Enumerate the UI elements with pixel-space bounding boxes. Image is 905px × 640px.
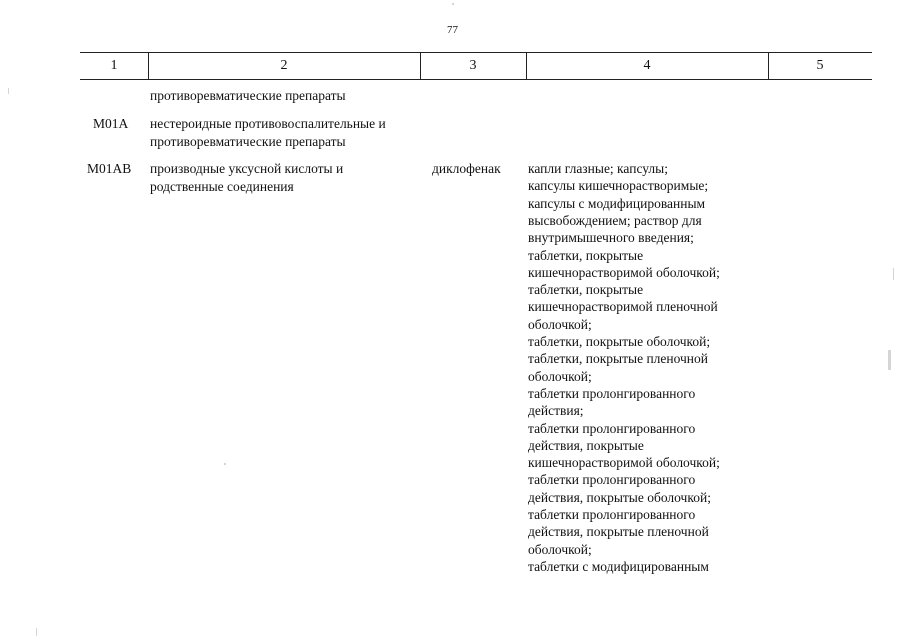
- scan-speck: [452, 3, 454, 5]
- dosage-form-line: оболочкой;: [528, 316, 592, 332]
- scan-speck: [893, 268, 894, 280]
- dosage-form-line: высвобождением; раствор для: [528, 212, 702, 228]
- dosage-form-line: действия, покрытые пленочной: [528, 524, 709, 540]
- dosage-form-line: таблетки, покрытые: [528, 247, 644, 263]
- dosage-form-line: таблетки, покрытые: [528, 282, 644, 298]
- dosage-form-line: оболочкой;: [528, 368, 592, 384]
- atc-code: M01A: [93, 116, 129, 131]
- group-name-line: противоревматические препараты: [150, 88, 346, 103]
- column-header-5: 5: [816, 58, 824, 73]
- dosage-form-line: таблетки пролонгированного: [528, 507, 696, 522]
- column-header-4: 4: [643, 58, 651, 73]
- dosage-form-line: капли глазные; капсулы;: [528, 161, 668, 176]
- page-number: 77: [447, 24, 458, 36]
- dosage-form-line: таблетки пролонгированного: [528, 472, 696, 488]
- group-name-line: производные уксусной кислоты и: [150, 161, 344, 176]
- drug-name: диклофенак: [432, 161, 501, 176]
- dosage-form-line: таблетки, покрытые пленочной: [528, 351, 709, 367]
- dosage-form-line: действия, покрытые: [528, 437, 644, 453]
- atc-code: M01AB: [87, 161, 132, 176]
- dosage-form-line: кишечнорастворимой пленочной: [528, 299, 718, 315]
- column-header-3: 3: [469, 58, 477, 73]
- group-name-line: нестероидные противовоспалительные и: [150, 116, 386, 131]
- scan-speck: [224, 463, 226, 465]
- dosage-form-line: действия, покрытые оболочкой;: [528, 489, 711, 505]
- dosage-form-line: таблетки пролонгированного: [528, 420, 696, 436]
- dosage-form-line: кишечнорастворимой оболочкой;: [528, 264, 720, 280]
- dosage-form-line: капсулы с модифицированным: [528, 195, 706, 211]
- dosage-form-line: капсулы кишечнорастворимые;: [528, 178, 709, 194]
- dosage-form-line: внутримышечного введения;: [528, 230, 694, 246]
- dosage-form-line: действия;: [528, 403, 584, 419]
- dosage-form-line: оболочкой;: [528, 541, 592, 557]
- dosage-form-line: таблетки с модифицированным: [528, 558, 709, 574]
- column-header-1: 1: [110, 58, 118, 73]
- dosage-form-line: таблетки пролонгированного: [528, 385, 696, 401]
- group-name-line: родственные соединения: [150, 178, 294, 194]
- dosage-form-line: кишечнорастворимой оболочкой;: [528, 455, 720, 471]
- scan-speck: [36, 628, 37, 636]
- table-header-row: [80, 52, 872, 80]
- group-name-line: противоревматические препараты: [150, 133, 346, 149]
- dosage-form-line: таблетки, покрытые оболочкой;: [528, 334, 711, 349]
- column-header-2: 2: [280, 58, 288, 73]
- scan-speck: [8, 88, 9, 94]
- scan-speck: [888, 350, 891, 370]
